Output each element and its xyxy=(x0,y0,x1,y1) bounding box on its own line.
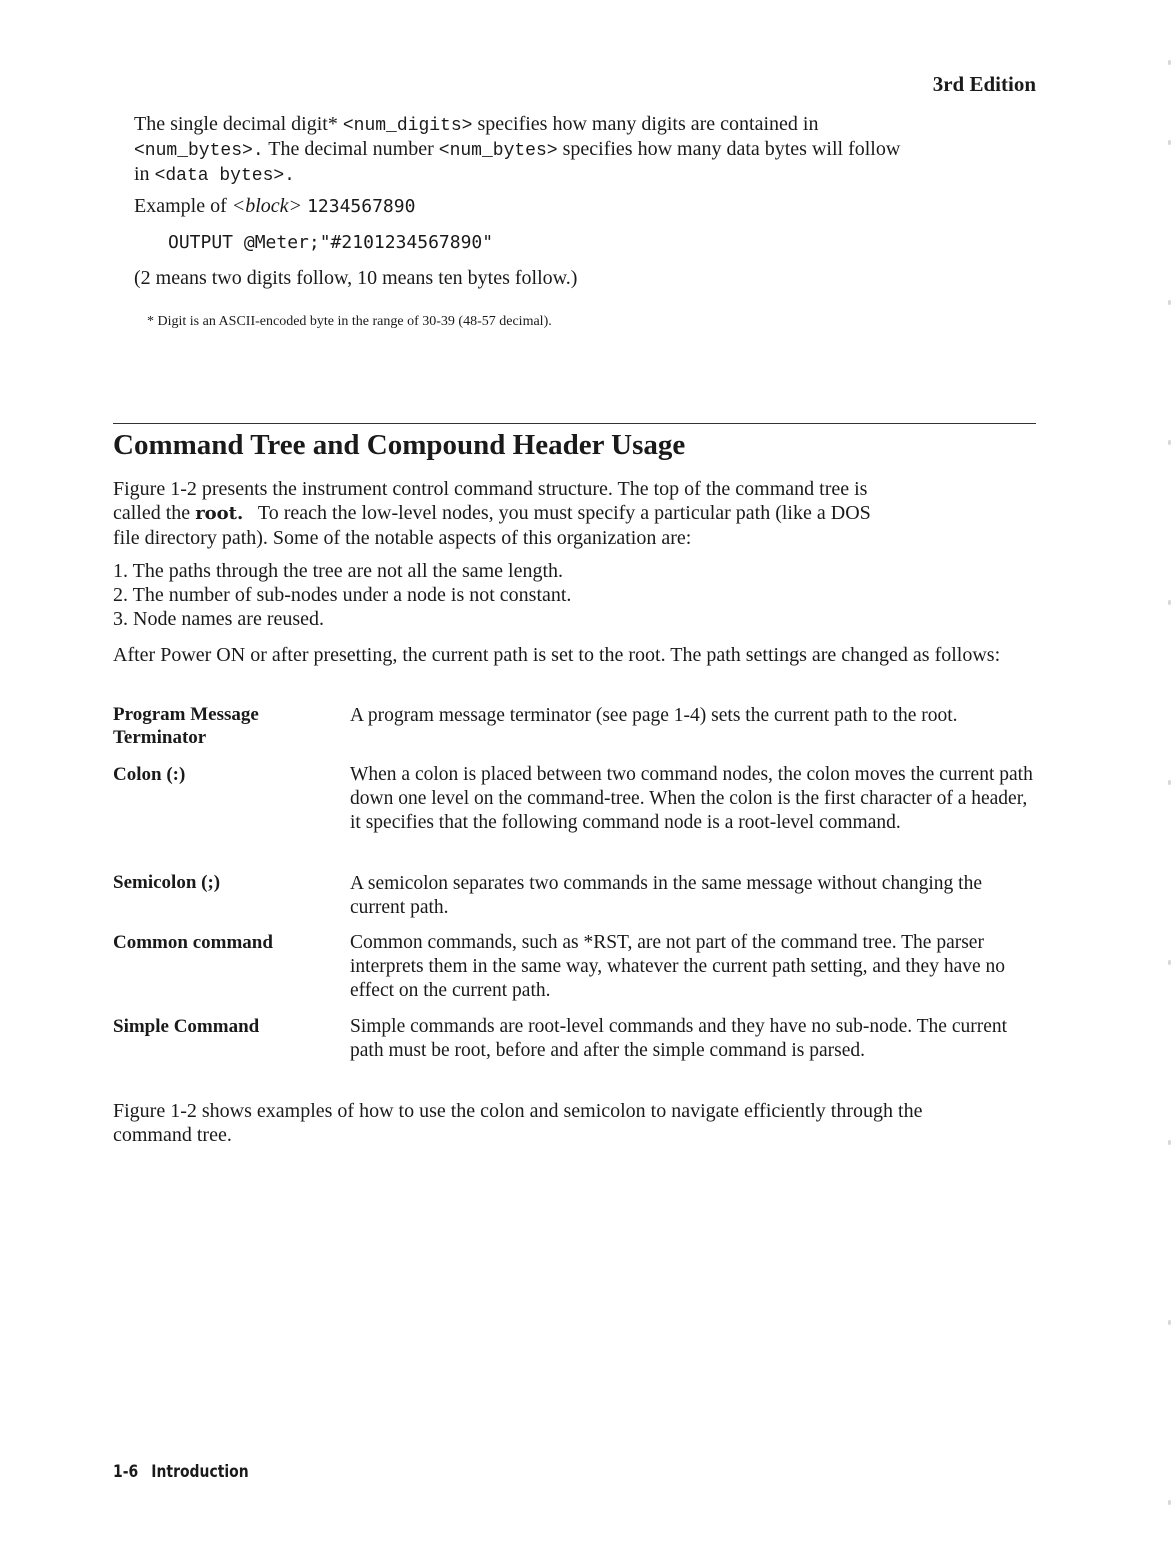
section-rule xyxy=(113,423,1036,424)
definition-desc: Simple commands are root-level commands and they have no sub-node. The current path must be root, before and after the simple command is parsed. xyxy=(350,1016,1008,1061)
text: specifies how many data bytes will follow xyxy=(557,138,901,160)
definition-desc: When a colon is placed between two command nodes, the colon moves the current path down one level on the command-tree. When the colon is the first character of a header, it specifies that the following command node is a root-level command. xyxy=(350,764,1033,833)
scan-mark xyxy=(1168,600,1171,605)
example-line xyxy=(134,195,415,218)
footnote: * Digit is an ASCII-encoded byte in the range of 30-39 (48-57 decimal). xyxy=(147,314,552,329)
text: specifies how many digits are contained in xyxy=(472,113,819,135)
scan-mark xyxy=(1168,60,1171,65)
list-item: 1. The paths through the tree are not all the same length. xyxy=(113,560,564,582)
definition-term: Colon (:) xyxy=(113,764,186,785)
code-num-bytes: <num_bytes>. xyxy=(134,141,264,161)
code-num-digits: <num_digits> xyxy=(342,116,473,136)
page-footer xyxy=(113,1462,249,1482)
block-intro xyxy=(134,113,1034,188)
list-item: 2. The number of sub-nodes under a node is not constant. xyxy=(113,584,572,606)
definition-term: Program Message Terminator xyxy=(113,704,259,748)
scan-mark xyxy=(1168,440,1171,445)
example-term: <block> xyxy=(231,195,303,217)
section-title: Command Tree and Compound Header Usage xyxy=(113,429,686,461)
scan-mark xyxy=(1168,780,1171,785)
code-data-bytes: <data bytes>. xyxy=(154,166,295,186)
section-intro-line-3: file directory path). Some of the notable aspects of this organization are: xyxy=(113,527,692,549)
text: The decimal number xyxy=(263,138,439,160)
footer-section: Introduction xyxy=(151,1462,249,1482)
definition-term: Semicolon (;) xyxy=(113,872,221,893)
scan-mark xyxy=(1168,140,1171,145)
edition-label: 3rd Edition xyxy=(932,72,1036,96)
example-code: OUTPUT @Meter;"#2101234567890" xyxy=(168,232,494,253)
text: To reach the low-level nodes, you must specify a particular path (like a DOS xyxy=(243,502,871,524)
definition-term: Common command xyxy=(113,932,273,953)
list-item: 3. Node names are reused. xyxy=(113,608,325,630)
scan-mark xyxy=(1168,300,1171,305)
block-intro-line-3 xyxy=(134,163,1034,188)
code-num-bytes: <num_bytes> xyxy=(438,141,558,161)
scan-mark xyxy=(1168,1140,1171,1145)
block-intro-line-2 xyxy=(134,138,1034,163)
root-term: root. xyxy=(195,503,244,524)
text: in xyxy=(134,163,155,185)
definition-desc: A semicolon separates two commands in the same message without changing the current path. xyxy=(350,873,982,918)
section-intro-line-2 xyxy=(113,501,1043,526)
scan-mark xyxy=(1168,1500,1171,1505)
definition-term: Simple Command xyxy=(113,1016,260,1037)
closing-paragraph: Figure 1-2 shows examples of how to use the colon and semicolon to navigate efficiently through the command tree. xyxy=(113,1100,923,1146)
definition-desc: Common commands, such as *RST, are not part of the command tree. The parser interprets them in the same way, whatever the current path setting, and they have no effect on the current path. xyxy=(350,932,1006,1001)
path-settings-intro: After Power ON or after presetting, the current path is set to the root. The path settings are changed as follows: xyxy=(113,644,1001,666)
scan-mark xyxy=(1168,960,1171,965)
example-label: Example of xyxy=(134,195,232,217)
text: The single decimal digit* xyxy=(134,113,343,135)
aspects-list xyxy=(113,559,571,631)
definition-desc: A program message terminator (see page 1-4) sets the current path to the root. xyxy=(350,705,958,726)
example-note: (2 means two digits follow, 10 means ten bytes follow.) xyxy=(134,267,578,289)
page-number: 1-6 xyxy=(113,1462,139,1482)
scan-mark xyxy=(1168,1320,1171,1325)
section-intro xyxy=(113,477,1043,550)
text: called the xyxy=(113,502,196,524)
section-intro-line-1: Figure 1-2 presents the instrument control command structure. The top of the command tree is xyxy=(113,478,868,500)
example-value: 1234567890 xyxy=(307,196,416,217)
block-intro-line-1 xyxy=(134,113,1034,138)
